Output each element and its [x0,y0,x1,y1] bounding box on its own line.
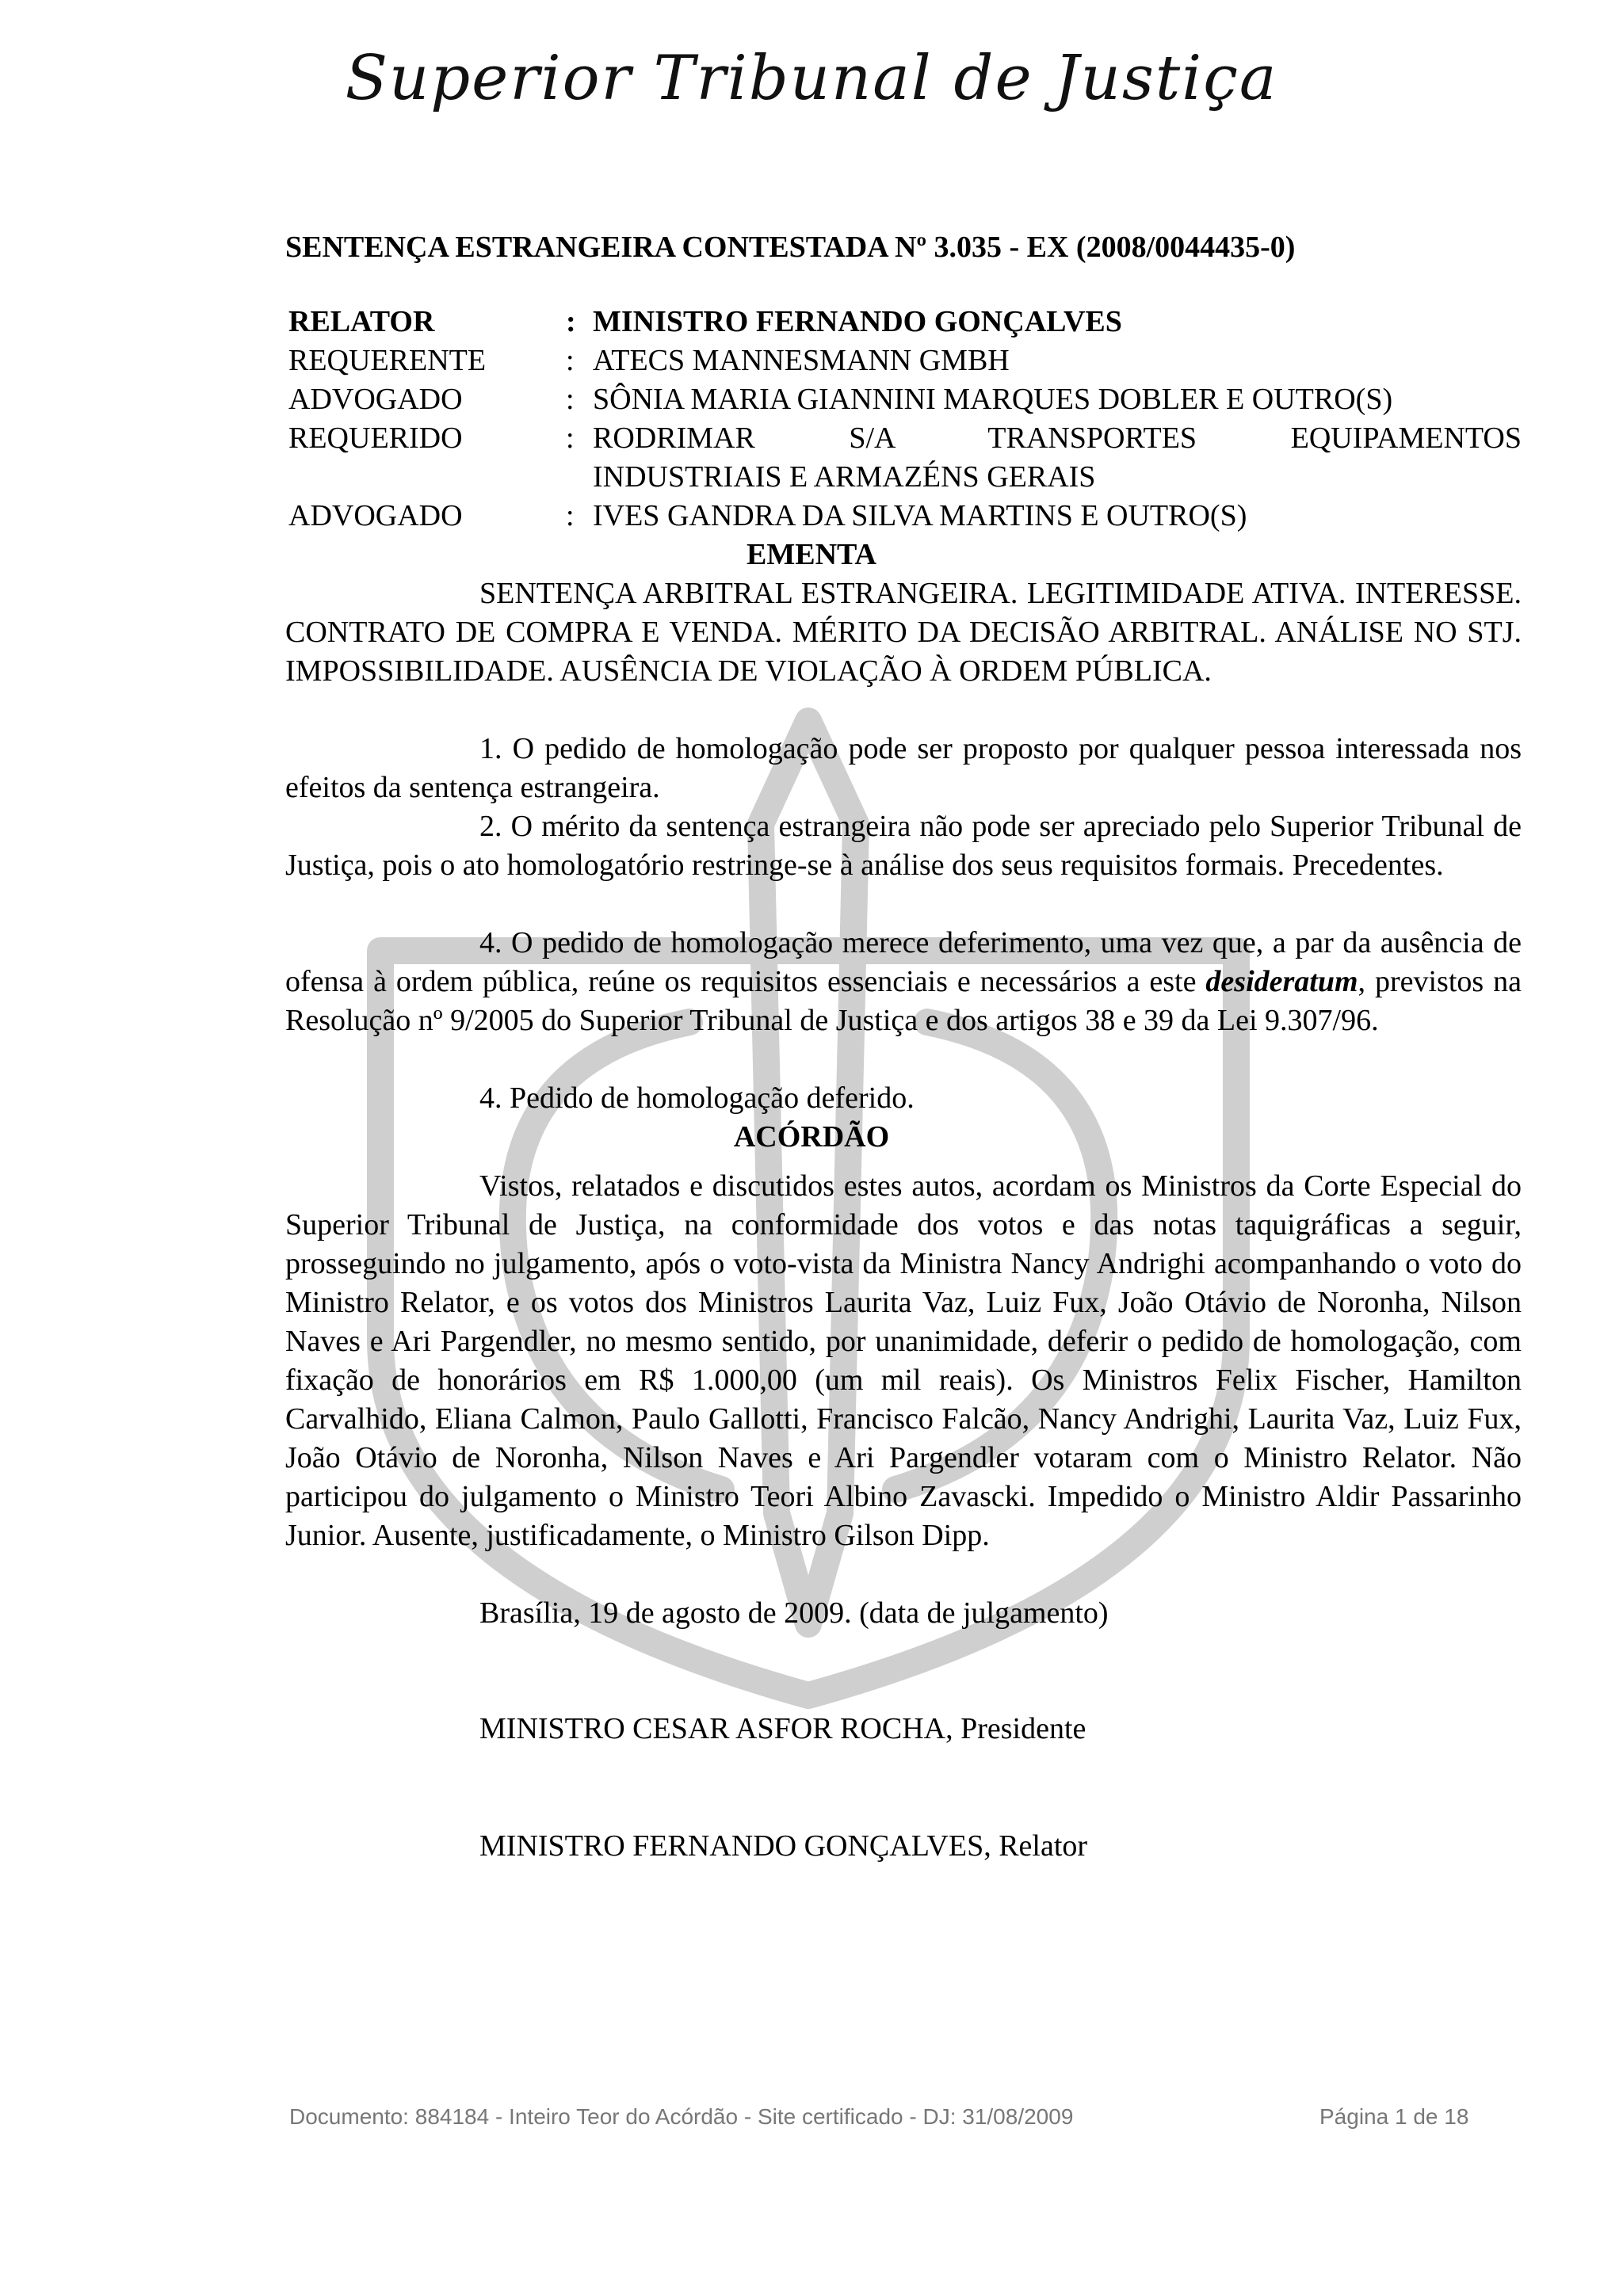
signature-president: MINISTRO CESAR ASFOR ROCHA, Presidente [479,1712,1086,1745]
acordao-heading: ACÓRDÃO [733,1120,890,1154]
party-value: SÔNIA MARIA GIANNINI MARQUES DOBLER E OUTRO(S) [593,383,1393,416]
party-colon: : [566,305,576,338]
ementa-item-3-emphasis: desideratum [1205,965,1358,998]
party-role: REQUERIDO [288,421,463,455]
party-value: IVES GANDRA DA SILVA MARTINS E OUTRO(S) [593,499,1247,532]
judgment-date: Brasília, 19 de agosto de 2009. (data de julgamento) [479,1596,1109,1630]
footer-page-number: Página 1 de 18 [1319,2104,1469,2129]
party-value-continued: INDUSTRIAIS E ARMAZÉNS GERAIS [593,460,1096,494]
ementa-item-3-text-after: , previstos na Resolução nº 9/2005 do Superior Tribunal de Justiça e dos artigos 38 e 39 da Lei 9.307/96. [285,965,1522,1037]
party-value: MINISTRO FERNANDO GONÇALVES [593,305,1122,338]
party-colon: : [566,421,575,455]
party-value: RODRIMAR S/A TRANSPORTES EQUIPAMENTOS [593,421,1522,455]
party-role: REQUERENTE [288,344,487,377]
case-title: SENTENÇA ESTRANGEIRA CONTESTADA Nº 3.035 - EX (2008/0044435-0) [285,231,1296,264]
party-role: RELATOR [288,305,435,338]
ementa-item-2: 2. O mérito da sentença estrangeira não pode ser apreciado pelo Superior Tribunal de Justiça, pois o ato homologatório restringe-se à análise dos seus requisitos formais. Precedentes. [285,810,1522,882]
acordao-text: Vistos, relatados e discutidos estes autos, acordam os Ministros da Corte Especial do Superior Tribunal de Justiça, na conformidade dos votos e das notas taquigráficas a seguir, prosseguindo no julgamento, após o voto-vista da Ministra Nancy Andrighi acompanhando o voto do Ministro Relator, e os votos dos Ministros Laurita Vaz, Luiz Fux, João Otávio de Noronha, Nilson Naves e Ari Pargendler, no mesmo sentido, por unanimidade, deferir o pedido de homologação, com fixação de honorários em R$ 1.000,00 (um mil reais). Os Ministros Felix Fischer, Hamilton Carvalhido, Eliana Calmon, Paulo Gallotti, Francisco Falcão, Nancy Andrighi, Laurita Vaz, Luiz Fux, João Otávio de Noronha, Nilson Naves e Ari Pargendler votaram com o Ministro Relator. Não participou do julgamento o Ministro Teori Albino Zavascki. Impedido o Ministro Aldir Passarinho Junior. Ausente, justificadamente, o Ministro Gilson Dipp. [285,1169,1522,1552]
ementa-item-3-text: 4. O pedido de homologação merece deferimento, uma vez que, a par da ausência de ofensa à ordem pública, reúne os requisitos essenciais e necessários a este [285,926,1522,998]
party-colon: : [566,499,575,532]
party-value: ATECS MANNESMANN GMBH [593,344,1010,377]
court-header-title: Superior Tribunal de Justiça [345,43,1278,114]
ementa-item-3 [285,924,1522,1040]
footer-document-info: Documento: 884184 - Inteiro Teor do Acórdão - Site certificado - DJ: 31/08/2009 [289,2104,1074,2129]
party-colon: : [566,344,575,377]
party-role: ADVOGADO [288,383,463,416]
party-role: ADVOGADO [288,499,463,532]
party-colon: : [566,383,575,416]
signature-relator: MINISTRO FERNANDO GONÇALVES, Relator [479,1829,1088,1863]
ementa-item-4: 4. Pedido de homologação deferido. [479,1081,915,1115]
ementa-heading: EMENTA [747,538,876,571]
ementa-item-1: 1. O pedido de homologação pode ser proposto por qualquer pessoa interessada nos efeitos da sentença estrangeira. [285,732,1522,804]
ementa-summary: SENTENÇA ARBITRAL ESTRANGEIRA. LEGITIMIDADE ATIVA. INTERESSE. CONTRATO DE COMPRA E VENDA. MÉRITO DA DECISÃO ARBITRAL. ANÁLISE NO STJ. IMPOSSIBILIDADE. AUSÊNCIA DE VIOLAÇÃO À ORDEM PÚBLICA. [285,577,1522,688]
